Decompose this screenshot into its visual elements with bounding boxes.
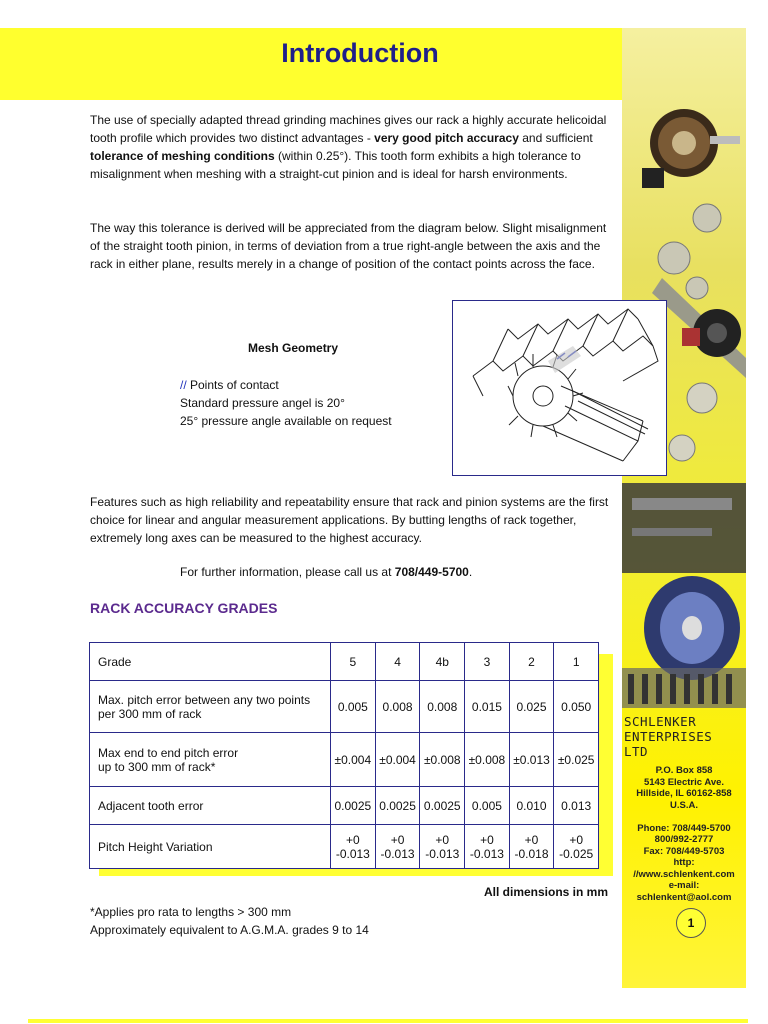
table-cell: ±0.025 (554, 733, 599, 787)
dimensions-note: All dimensions in mm (484, 885, 609, 899)
cell-lower: -0.013 (380, 846, 415, 861)
table-header-cell: 5 (331, 643, 376, 681)
pressure-angle-option: 25° pressure angle available on request (180, 414, 392, 428)
table-cell: 0.005 (465, 787, 510, 825)
contact-points-symbol: // (180, 378, 187, 392)
table-header-cell: 4 (375, 643, 420, 681)
footnote-line: Approximately equivalent to A.G.M.A. grades 9 to 14 (90, 923, 369, 937)
table-cell: ±0.008 (465, 733, 510, 787)
features-paragraph: Features such as high reliability and repeatability ensure that rack and pinion systems are the first choice for linear and angular measurement applications. By butting lengths of rack together, extremely long axes can be measured to the highest accuracy. (90, 495, 609, 545)
intro-paragraph-1 (90, 111, 610, 183)
mesh-geometry-title: Mesh Geometry (248, 341, 339, 355)
intro-text: and sufficient (518, 131, 593, 145)
cell-upper: +0 (480, 832, 494, 847)
table-cell: ±0.004 (331, 733, 376, 787)
cell-lower: -0.018 (514, 846, 549, 861)
cell-upper: +0 (569, 832, 583, 847)
table-cell: 0.008 (375, 681, 420, 733)
table-cell: 0.008 (420, 681, 465, 733)
mesh-diagram (452, 300, 667, 476)
intro-text: The use of specially adapted thread grinding machines gives our rack a highly accurate helicoidal tooth profile which provides two distinct advantages - (90, 113, 607, 145)
cell-upper: +0 (346, 832, 360, 847)
table-cell: ±0.013 (509, 733, 554, 787)
table-header-cell: Grade (90, 643, 331, 681)
table-cell: 0.0025 (331, 787, 376, 825)
footnote (90, 903, 369, 939)
table-cell: 0.005 (331, 681, 376, 733)
intro-emphasis-tolerance: tolerance of meshing conditions (90, 149, 275, 163)
contact-prefix: For further information, please call us at (180, 565, 395, 579)
table-row (90, 825, 599, 869)
fax-line: Fax: 708/449-5703 (643, 845, 725, 857)
address-line: P.O. Box 858 (655, 765, 713, 776)
table-cell: 0.010 (509, 787, 554, 825)
mesh-legend (180, 376, 392, 430)
contact-phone: 708/449-5700 (394, 565, 469, 579)
company-name (622, 714, 746, 759)
cell-upper: +0 (390, 832, 405, 847)
company-name-line: ENTERPRISES (624, 729, 713, 744)
page-number-badge: 1 (676, 908, 706, 938)
cell-lower: -0.013 (425, 846, 460, 861)
table-row-label: Pitch Height Variation (90, 825, 331, 869)
intro-emphasis-pitch: very good pitch accuracy (374, 131, 519, 145)
web-line[interactable]: //www.schlenkent.com (633, 868, 735, 880)
table-row-label (90, 733, 331, 787)
accuracy-grades-table (89, 642, 599, 869)
contact-points-label: Points of contact (186, 378, 279, 392)
table-cell (420, 825, 465, 869)
row-label-line: up to 300 mm of rack* (98, 759, 216, 774)
company-name-line: SCHLENKER (624, 714, 697, 729)
table-cell (509, 825, 554, 869)
row-label-line: per 300 mm of rack (98, 706, 202, 721)
cell-lower: -0.013 (335, 846, 370, 861)
table-header-row (90, 643, 599, 681)
spacer (622, 811, 746, 823)
cell-upper: +0 (524, 832, 539, 847)
cell-upper: +0 (435, 832, 450, 847)
phone-line: 800/992-2777 (654, 834, 714, 845)
table-cell: ±0.004 (375, 733, 420, 787)
table-cell: 0.013 (554, 787, 599, 825)
rack-and-pinion-mesh-diagram-icon (453, 301, 666, 475)
cell-lower: -0.013 (469, 846, 504, 861)
section-heading: RACK ACCURACY GRADES (90, 600, 278, 616)
email-line[interactable]: schlenkent@aol.com (636, 891, 732, 903)
table-header-cell: 4b (420, 643, 465, 681)
cell-lower: -0.025 (559, 846, 594, 861)
contact-suffix: . (468, 565, 473, 579)
table-row (90, 787, 599, 825)
company-contact (622, 765, 746, 903)
email-label: e-mail: (668, 880, 700, 891)
row-label-line: Max. pitch error between any two points (98, 692, 311, 707)
row-label-line: Max end to end pitch error (98, 745, 239, 760)
page-title: Introduction (281, 38, 439, 68)
contact-line (180, 565, 472, 579)
table-cell: ±0.008 (420, 733, 465, 787)
address-line: U.S.A. (670, 799, 698, 811)
table-cell (375, 825, 420, 869)
table-cell (554, 825, 599, 869)
address-line: 5143 Electric Ave. (643, 776, 725, 788)
table-header-cell: 3 (465, 643, 510, 681)
table-header-cell: 1 (554, 643, 599, 681)
table-cell: 0.0025 (375, 787, 420, 825)
table-row (90, 681, 599, 733)
company-name-line: LTD (624, 744, 649, 759)
phone-line: Phone: 708/449-5700 (637, 822, 731, 834)
table-row-label: Adjacent tooth error (90, 787, 331, 825)
table-cell (331, 825, 376, 869)
table-row-label (90, 681, 331, 733)
company-block (622, 714, 746, 903)
table-cell: 0.025 (509, 681, 554, 733)
table-cell (465, 825, 510, 869)
intro-text: (within 0.25°). This tooth form exhibits a high tolerance to misalignment when meshing with a straight-cut pinion and is ideal for harsh environments. (90, 149, 581, 181)
bottom-rule (28, 1019, 748, 1023)
footnote-line: *Applies pro rata to lengths > 300 mm (90, 905, 292, 919)
web-line[interactable]: http: (673, 857, 695, 868)
table-cell: 0.015 (465, 681, 510, 733)
table-header-cell: 2 (509, 643, 554, 681)
table-cell: 0.0025 (420, 787, 465, 825)
address-line: Hillside, IL 60162-858 (636, 788, 732, 799)
table-row (90, 733, 599, 787)
pressure-angle-standard: Standard pressure angel is 20° (180, 396, 345, 410)
intro-paragraph-2: The way this tolerance is derived will be appreciated from the diagram below. Slight misalignment of the straight tooth pinion, in terms of deviation from a true right-angle between the axis and the rack in either plane, results merely in a change of position of the contact points across the face. (90, 221, 607, 271)
table-cell: 0.050 (554, 681, 599, 733)
